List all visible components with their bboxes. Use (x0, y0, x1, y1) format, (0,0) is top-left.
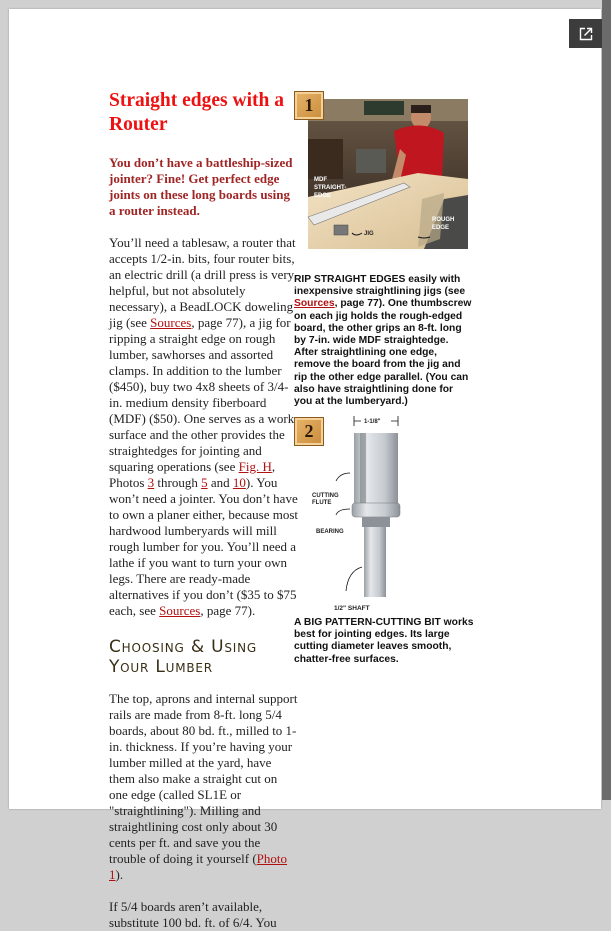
photo-5-link[interactable]: 5 (201, 475, 208, 490)
svg-text:FLUTE: FLUTE (312, 500, 332, 506)
open-in-new-window-button[interactable] (569, 19, 603, 48)
svg-text:EDGE: EDGE (314, 193, 332, 199)
photo-10-link[interactable]: 10 (232, 475, 246, 490)
figure-1-caption (294, 274, 474, 408)
svg-text:JIG: JIG (364, 231, 374, 237)
caption-text: , page 77). One thumbscrew on each jig holds the rough-edged board, the other grips an 8-ft. long by 7-in. wide MDF straightedge. After straightlining one edge, remove the board from the jig and rip the other edge parallel. (You can also have straightlining done for you at the lumberyard.) (294, 298, 472, 408)
intro-text: , Photos (109, 459, 276, 490)
svg-text:STRAIGHT-: STRAIGHT- (314, 185, 347, 191)
lumber-paragraph (109, 691, 299, 931)
sources-link[interactable]: Sources (294, 298, 335, 310)
dimension-label: 1-1/8" (364, 419, 381, 425)
intro-text: , page 77), a jig for ripping a straight edge on rough lumber, sawhorses and assorted clamps. In addition to the lumber ($450), buy two 4x8 sheets of 3/4-in. medium density fiberboard (MDF) ($50). One serves as a work surface and the other provides the straightedges for jointing and squaring operations (see (109, 315, 295, 474)
svg-text:BEARING: BEARING (316, 529, 344, 535)
intro-text: through (154, 475, 202, 490)
last-paragraph: If 5/4 boards aren’t available, substitute 100 bd. ft. of 6/4. You (109, 899, 277, 930)
caption-text: easily with inexpensive straightlining jigs (see (294, 274, 466, 298)
intro-text: and (207, 475, 233, 490)
photo-1-link[interactable]: Photo 1 (109, 851, 288, 882)
intro-paragraph (109, 235, 299, 619)
intro-text: You’ll need a tablesaw, a router that accepts 1/2-in. bits, four router bits, an electric drill (a drill press is very helpful, but not absolutely necessary), a BeadLOCK doweling jig (see (109, 235, 296, 330)
sources-link[interactable]: Sources (159, 603, 201, 618)
caption-lead: A BIG PATTERN-CUTTING BIT (294, 617, 441, 628)
intro-text: , page 77). (200, 603, 256, 618)
caption-text: works best for jointing edges. Its large cutting diameter leaves smooth, chatter-free surfaces. (294, 617, 474, 665)
svg-text:MDF: MDF (314, 177, 327, 183)
article-deck: You don’t have a battleship-sized jointer? Fine! Get perfect edge joints on these long boards using a router instead. (109, 155, 293, 218)
figure-2-badge: 2 (294, 417, 324, 446)
intro-text: ). You won’t need a jointer. You don’t have to own a planer either, because most hardwood lumberyards will mill rough lumber for you. You’ll need a lathe if you want to turn your own legs. There are ready-made alternatives if you don’t ($35 to $75 each, see (109, 475, 298, 618)
figure-2-caption (294, 617, 474, 666)
caption-lead: RIP STRAIGHT EDGES (294, 274, 406, 285)
open-in-new-window-icon (579, 27, 593, 41)
svg-text:CUTTING: CUTTING (312, 493, 339, 499)
svg-text:ROUGH: ROUGH (432, 217, 455, 223)
lumber-text: ). (115, 867, 124, 882)
lumber-text: The top, aprons and internal support rails are made from 8-ft. long 5/4 boards, about 80 bd. ft., milled to 1-in. thickness. If you’re having your lumber milled at the yard, have them also make a straight cut on one edge (called SL1E or "straightlining"). Milling and straightlining cost only about 30 cents per ft. and save you the trouble of doing it yourself ( (109, 691, 298, 866)
vertical-scrollbar[interactable] (602, 0, 611, 800)
fig-h-link[interactable]: Fig. H (238, 459, 272, 474)
shaft-label: 1/2" SHAFT (334, 605, 370, 612)
article-title: Straight edges with a Router (109, 90, 284, 135)
main-text-column (109, 89, 299, 931)
svg-text:EDGE: EDGE (432, 225, 450, 231)
figure-1-badge: 1 (294, 91, 324, 120)
document-page (9, 9, 601, 930)
photo-3-link[interactable]: 3 (147, 475, 155, 490)
section-subhead: Choosing & Using Your Lumber (109, 637, 257, 677)
sources-link[interactable]: Sources (150, 315, 192, 330)
